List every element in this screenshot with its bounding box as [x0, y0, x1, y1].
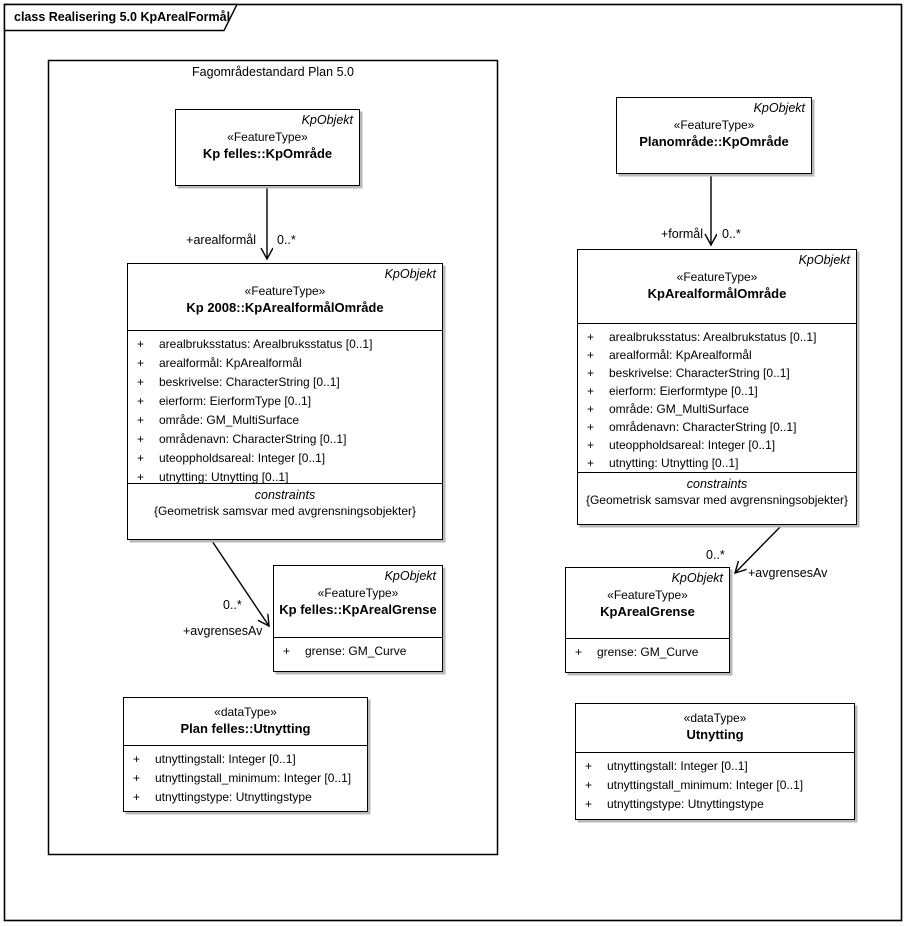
constraints-title: constraints — [686, 477, 748, 491]
attributes-compartment — [576, 752, 854, 817]
multiplicity-label-formal: 0..* — [722, 227, 741, 241]
attribute-row: + arealformål: KpArealformål — [137, 356, 302, 370]
attributes-compartment — [274, 637, 442, 670]
parent-class-label: KpObjekt — [301, 113, 353, 127]
parent-class-label: KpObjekt — [384, 267, 436, 281]
stereotype-label: «dataType» — [214, 705, 277, 719]
package-frame-label: Fagområdestandard Plan 5.0 — [192, 65, 354, 79]
stereotype-label: «FeatureType» — [317, 586, 399, 600]
attribute-row: + utnyttingstype: Utnyttingstype — [133, 790, 312, 804]
attributes-compartment — [128, 330, 442, 483]
attributes-compartment — [578, 323, 856, 472]
class-box-plan-felles-utnytting[interactable] — [123, 697, 368, 812]
stereotype-label: «dataType» — [683, 711, 747, 725]
constraints-title: constraints — [254, 488, 316, 502]
attribute-row: + beskrivelse: CharacterString [0..1] — [137, 375, 340, 389]
stereotype-label: «FeatureType» — [607, 588, 688, 602]
attributes-compartment — [566, 638, 729, 671]
constraint-text: {Geometrisk samsvar med avgrensningsobjekter} — [153, 504, 417, 518]
attribute-row: + uteoppholdsareal: Integer [0..1] — [587, 438, 776, 452]
class-name: Kp felles::KpOmråde — [202, 146, 333, 161]
parent-class-label: KpObjekt — [671, 571, 723, 585]
attributes-compartment — [124, 745, 367, 809]
attribute-row: + eierform: Eierformtype [0..1] — [587, 384, 758, 398]
parent-class-label: KpObjekt — [384, 569, 436, 583]
class-box-kp-felles-kparealgrense[interactable] — [273, 565, 443, 672]
class-name: Utnytting — [686, 727, 744, 742]
stereotype-label: «FeatureType» — [676, 270, 758, 284]
multiplicity-label-avgrensesav-right: 0..* — [706, 548, 725, 562]
parent-class-label: KpObjekt — [753, 101, 805, 115]
class-name: Planområde::KpOmråde — [639, 134, 789, 149]
attribute-row: + eierform: EierformType [0..1] — [137, 394, 312, 408]
attribute-row: + utnytting: Utnytting [0..1] — [137, 470, 289, 483]
class-name: KpArealGrense — [600, 604, 695, 619]
attribute-row: + utnytting: Utnytting [0..1] — [587, 456, 739, 470]
class-box-kp2008-kparealformalomrade[interactable] — [127, 263, 443, 540]
class-box-planomrade-kpomrade[interactable] — [616, 97, 812, 174]
constraints-compartment — [128, 483, 442, 538]
attribute-row: + område: GM_MultiSurface — [137, 413, 300, 427]
attribute-row: + utnyttingstall: Integer [0..1] — [133, 752, 296, 766]
association-avgrensesav-left[interactable] — [212, 541, 269, 626]
class-box-utnytting[interactable] — [575, 703, 855, 820]
class-name: Kp 2008::KpArealformålOmråde — [186, 300, 384, 315]
stereotype-label: «FeatureType» — [244, 284, 326, 298]
attribute-row: + arealbruksstatus: Arealbruksstatus [0..1] — [137, 337, 373, 351]
attribute-row: + utnyttingstall: Integer [0..1] — [585, 759, 748, 773]
role-label-arealformal: +arealformål — [186, 233, 256, 247]
role-label-avgrensesav-right: +avgrensesAv — [748, 566, 828, 580]
stereotype-label: «FeatureType» — [673, 118, 755, 132]
attribute-row: + utnyttingstall_minimum: Integer [0..1] — [585, 778, 804, 792]
class-name: Plan felles::Utnytting — [180, 721, 311, 736]
class-box-kparealformalomrade[interactable] — [577, 249, 857, 525]
attribute-row: + grense: GM_Curve — [283, 644, 407, 658]
parent-class-label: KpObjekt — [798, 253, 850, 267]
attribute-row: + arealbruksstatus: Arealbrukstatus [0..1] — [587, 330, 817, 344]
constraints-compartment — [578, 472, 856, 523]
diagram-title: class Realisering 5.0 KpArealFormål — [14, 10, 231, 24]
class-name: KpArealformålOmråde — [647, 286, 787, 301]
multiplicity-label-arealformal: 0..* — [277, 233, 296, 247]
class-box-kp-felles-kpomrade[interactable] — [175, 109, 360, 186]
stereotype-label: «FeatureType» — [227, 130, 308, 144]
attribute-row: + grense: GM_Curve — [575, 645, 699, 659]
role-label-avgrensesav-left: +avgrensesAv — [183, 624, 263, 638]
attribute-row: + områdenavn: CharacterString [0..1] — [587, 420, 797, 434]
multiplicity-label-avgrensesav-left: 0..* — [223, 598, 242, 612]
role-label-formal: +formål — [660, 227, 703, 241]
attribute-row: + utnyttingstall_minimum: Integer [0..1] — [133, 771, 352, 785]
class-box-kparealgrense[interactable] — [565, 567, 730, 673]
attribute-row: + beskrivelse: CharacterString [0..1] — [587, 366, 790, 380]
attribute-row: + arealformål: KpArealformål — [587, 348, 752, 362]
attribute-row: + utnyttingstype: Utnyttingstype — [585, 797, 764, 811]
constraint-text: {Geometrisk samsvar med avgrensningsobjekter} — [585, 493, 849, 507]
class-name: Kp felles::KpArealGrense — [279, 602, 437, 617]
attribute-row: + områdenavn: CharacterString [0..1] — [137, 432, 347, 446]
attribute-row: + uteoppholdsareal: Integer [0..1] — [137, 451, 326, 465]
attribute-row: + område: GM_MultiSurface — [587, 402, 750, 416]
